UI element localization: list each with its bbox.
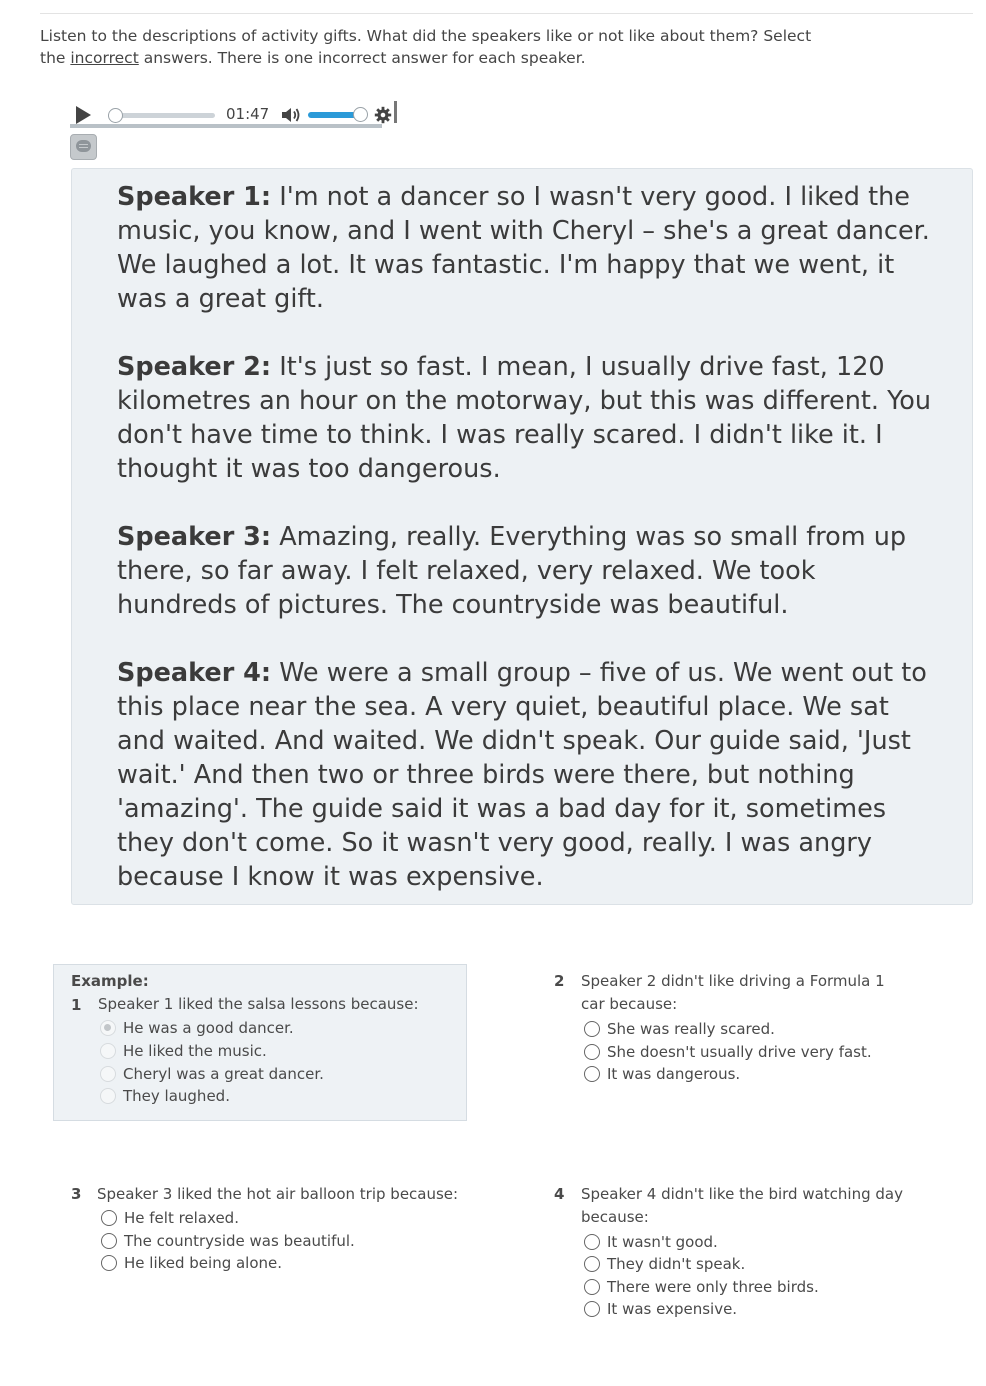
option-label: He was a good dancer. bbox=[123, 1019, 294, 1037]
radio-button[interactable] bbox=[584, 1021, 600, 1037]
instructions bbox=[40, 25, 840, 69]
option-label: He liked being alone. bbox=[124, 1254, 283, 1272]
radio-button[interactable] bbox=[101, 1210, 117, 1226]
answer-option[interactable] bbox=[584, 1253, 745, 1275]
option-label: They laughed. bbox=[123, 1087, 230, 1105]
option-label: The countryside was beautiful. bbox=[124, 1232, 355, 1250]
answer-option[interactable] bbox=[584, 1276, 819, 1298]
question-stem: Speaker 1 liked the salsa lessons because: bbox=[98, 995, 419, 1013]
answer-option bbox=[100, 1085, 230, 1107]
option-label: It was dangerous. bbox=[607, 1065, 741, 1083]
answer-option[interactable] bbox=[101, 1207, 239, 1229]
gear-icon[interactable] bbox=[374, 106, 392, 124]
radio-button[interactable] bbox=[584, 1234, 600, 1250]
radio-button[interactable] bbox=[584, 1279, 600, 1295]
option-label: She was really scared. bbox=[607, 1020, 775, 1038]
radio-button[interactable] bbox=[101, 1255, 117, 1271]
radio-button[interactable] bbox=[584, 1044, 600, 1060]
answer-option[interactable] bbox=[584, 1298, 737, 1320]
player-underline bbox=[70, 124, 382, 128]
transcript-paragraph bbox=[117, 656, 932, 894]
option-label: It was expensive. bbox=[607, 1300, 738, 1318]
option-label: There were only three birds. bbox=[607, 1278, 819, 1296]
volume-icon[interactable] bbox=[280, 105, 302, 125]
speaker-label: Speaker 1: bbox=[117, 182, 272, 212]
speaker-text: We were a small group – five of us. We went out to this place near the sea. A very quiet, beautiful place. We sat and waited. And waited. We didn't speak. Our guide said, 'Just wait.' And then two or three birds were there, but nothing 'amazing'. The guide said it was a bad day for it, sometimes they don't come. So it wasn't very good, really. I was angry because I know it was expensive. bbox=[117, 658, 927, 892]
option-label: Cheryl was a great dancer. bbox=[123, 1065, 324, 1083]
volume-handle[interactable] bbox=[353, 107, 368, 122]
question-number: 3 bbox=[71, 1185, 82, 1203]
instructions-emphasis: incorrect bbox=[70, 49, 139, 67]
answer-option[interactable] bbox=[584, 1018, 775, 1040]
transcript-paragraph bbox=[117, 520, 932, 622]
radio-button[interactable] bbox=[584, 1301, 600, 1317]
option-label: He liked the music. bbox=[123, 1042, 267, 1060]
question-stem: Speaker 4 didn't like the bird watching day because: bbox=[581, 1185, 903, 1226]
example-label: Example: bbox=[71, 972, 149, 990]
transcript-icon bbox=[76, 140, 91, 152]
time-display: 01:47 bbox=[226, 105, 270, 123]
radio-button[interactable] bbox=[584, 1066, 600, 1082]
progress-track[interactable] bbox=[108, 113, 215, 118]
play-icon[interactable] bbox=[76, 106, 91, 124]
radio-button[interactable] bbox=[584, 1256, 600, 1272]
answer-option[interactable] bbox=[101, 1230, 355, 1252]
question-number: 4 bbox=[554, 1185, 565, 1203]
question-stem: Speaker 2 didn't like driving a Formula 1 car because: bbox=[581, 972, 885, 1013]
speaker-label: Speaker 3: bbox=[117, 522, 272, 552]
speaker-label: Speaker 2: bbox=[117, 352, 272, 382]
top-divider bbox=[40, 13, 973, 14]
answer-option bbox=[100, 1017, 294, 1039]
transcript-toggle-button[interactable] bbox=[70, 134, 97, 160]
radio-button bbox=[100, 1088, 116, 1104]
speaker-text: It's just so fast. I mean, I usually drive fast, 120 kilometres an hour on the motorway, but this was different. You don't have time to think. I was really scared. I didn't like it. I thought it was too dangerous. bbox=[117, 352, 932, 484]
instructions-text-end: answers. There is one incorrect answer for each speaker. bbox=[138, 49, 586, 67]
option-label: She doesn't usually drive very fast. bbox=[607, 1043, 872, 1061]
radio-button bbox=[100, 1043, 116, 1059]
instructions-text: Listen to the descriptions of activity gifts. What did the speakers like or not like about them? Select the bbox=[40, 27, 812, 67]
radio-button bbox=[100, 1020, 116, 1036]
option-label: They didn't speak. bbox=[607, 1255, 746, 1273]
option-label: It wasn't good. bbox=[607, 1233, 718, 1251]
example-question-box bbox=[53, 964, 467, 1121]
answer-option bbox=[100, 1040, 267, 1062]
speaker-text: I'm not a dancer so I wasn't very good. I liked the music, you know, and I went with Cheryl – she's a great dancer. We laughed a lot. It was fantastic. I'm happy that we went, it was a great gift. bbox=[117, 182, 930, 314]
radio-button bbox=[100, 1066, 116, 1082]
question-number: 2 bbox=[554, 972, 565, 990]
question-number: 1 bbox=[71, 996, 82, 1014]
answer-option bbox=[100, 1063, 324, 1085]
answer-option[interactable] bbox=[584, 1231, 718, 1253]
transcript-panel bbox=[71, 168, 973, 905]
question-stem: Speaker 3 liked the hot air balloon trip because: bbox=[97, 1185, 459, 1203]
player-end-marker bbox=[394, 101, 397, 123]
answer-option[interactable] bbox=[584, 1063, 740, 1085]
radio-button[interactable] bbox=[101, 1233, 117, 1249]
speaker-label: Speaker 4: bbox=[117, 658, 272, 688]
transcript-paragraph bbox=[117, 350, 932, 486]
answer-option[interactable] bbox=[584, 1041, 872, 1063]
speaker-text: Amazing, really. Everything was so small from up there, so far away. I felt relaxed, very relaxed. We took hundreds of pictures. The countryside was beautiful. bbox=[117, 522, 907, 620]
progress-handle[interactable] bbox=[108, 108, 123, 123]
transcript-paragraph bbox=[117, 180, 932, 316]
option-label: He felt relaxed. bbox=[124, 1209, 239, 1227]
answer-option[interactable] bbox=[101, 1252, 282, 1274]
